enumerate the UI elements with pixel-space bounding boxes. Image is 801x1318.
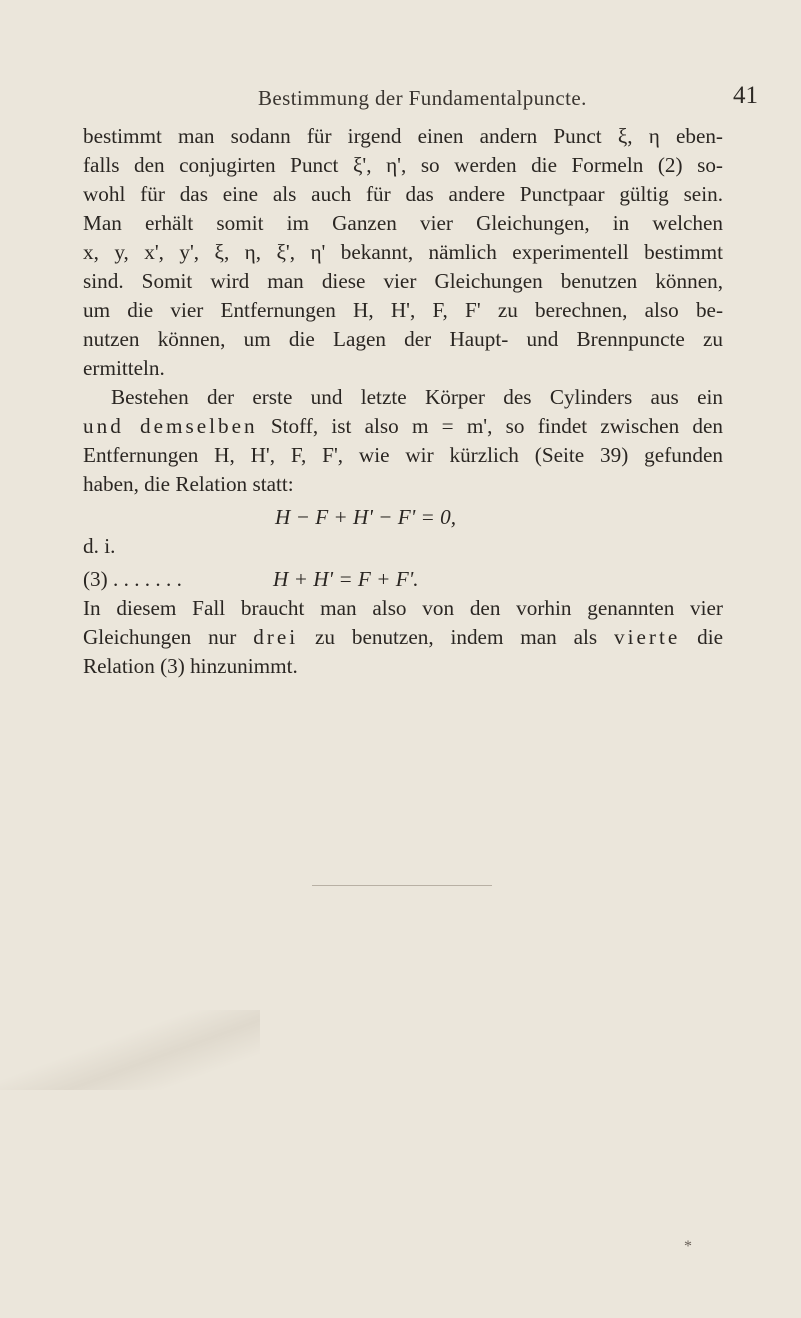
divider-rule (312, 885, 492, 886)
equation-expression: H − F + H' − F' = 0, (275, 505, 457, 529)
emphasized-text: und demselben (83, 414, 258, 438)
text-line: ermitteln. (83, 356, 165, 380)
paragraph-1 (83, 122, 723, 383)
paragraph-3 (83, 594, 723, 681)
text-line: nutzen können, um die Lagen der Haupt- und Brennpuncte zu (83, 327, 723, 351)
paper-stain (0, 1010, 260, 1090)
text-line: haben, die Relation statt: (83, 472, 294, 496)
equation-3 (83, 565, 723, 594)
paragraph-2 (83, 383, 723, 499)
equation-number: (3) . . . . . . . (83, 567, 182, 591)
text-span: Gleichungen nur (83, 625, 254, 649)
text-line: x, y, x', y', ξ, η, ξ', η' bekannt, nämlich experimentell bestimmt (83, 240, 723, 264)
text-span: zu benutzen, indem man als (298, 625, 615, 649)
text-line (83, 412, 723, 441)
page-number: 41 (733, 82, 758, 109)
text-line: bestimmt man sodann für irgend einen andern Punct ξ, η eben- (83, 124, 723, 148)
text-line: falls den conjugirten Punct ξ', η', so werden die Formeln (2) so- (83, 153, 723, 177)
connector-text: d. i. (83, 534, 116, 558)
text-line: Relation (3) hinzunimmt. (83, 654, 298, 678)
text-line: Man erhält somit im Ganzen vier Gleichungen, in welchen (83, 211, 723, 235)
text-span: Stoff, ist also m = m', so findet zwischen den (257, 414, 723, 438)
running-title: Bestimmung der Fundamentalpuncte. (258, 86, 587, 110)
footer-mark: * (684, 1238, 692, 1255)
text-line: In diesem Fall braucht man also von den vorhin genannten vier (83, 596, 723, 620)
equation-1 (83, 503, 723, 532)
text-line: wohl für das eine als auch für das andere Punctpaar gültig sein. (83, 182, 723, 206)
equation-expression: H + H' = F + F'. (273, 567, 419, 591)
body-text (83, 122, 723, 681)
text-line: um die vier Entfernungen H, H', F, F' zu berechnen, also be- (83, 298, 723, 322)
text-line: Entfernungen H, H', F, F', wie wir kürzlich (Seite 39) gefunden (83, 443, 723, 467)
text-line: sind. Somit wird man diese vier Gleichungen benutzen können, (83, 269, 723, 293)
emphasized-text: vierte (614, 625, 681, 649)
text-span: die (680, 625, 723, 649)
text-line: Bestehen der erste und letzte Körper des Cylinders aus ein (111, 385, 723, 409)
emphasized-text: drei (253, 625, 299, 649)
text-line (83, 623, 723, 652)
